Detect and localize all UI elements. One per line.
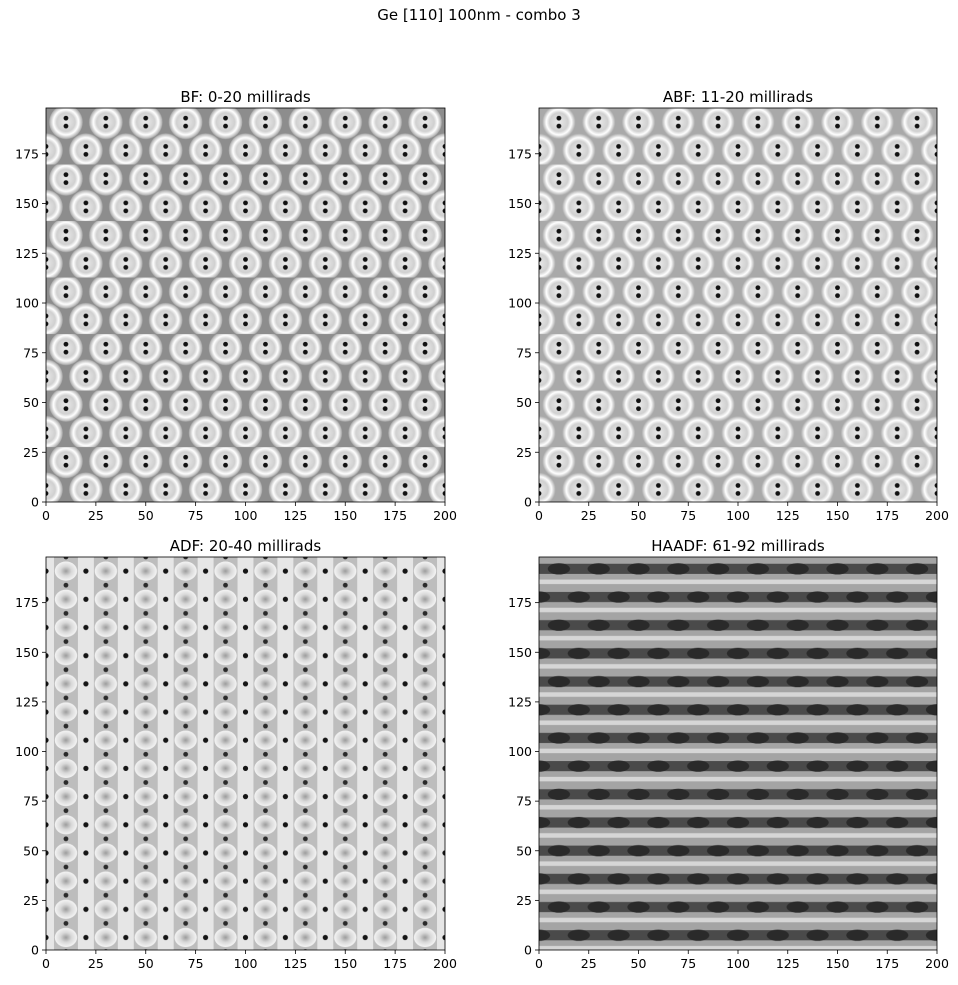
x-tick-label: 25 [87,956,104,971]
x-tick-label: 0 [42,956,50,971]
y-tick-label: 175 [508,595,532,611]
bf-heatmap-image [46,108,445,502]
y-tick-label: 175 [15,595,39,611]
x-tick-label: 200 [433,508,457,523]
x-tick-label: 150 [333,956,358,971]
x-tick-label: 175 [383,508,408,523]
y-tick-label: 125 [15,245,39,261]
x-tick-label: 50 [630,508,647,523]
y-tick-label: 150 [508,644,532,660]
abf-title: ABF: 11-20 millirads [662,88,814,106]
x-tick-label: 125 [775,956,800,971]
y-tick-label: 25 [23,892,39,908]
x-tick-label: 75 [187,956,204,971]
x-tick-label: 100 [233,508,258,523]
x-tick-label: 75 [680,956,697,971]
x-tick-label: 175 [875,508,900,523]
y-tick-label: 175 [508,146,532,162]
y-tick-label: 150 [508,196,532,212]
y-tick-label: 75 [516,345,532,361]
figure-suptitle: Ge [110] 100nm - combo 3 [377,6,581,24]
y-tick-label: 100 [15,744,39,760]
x-tick-label: 125 [283,956,308,971]
x-tick-label: 150 [333,508,358,523]
x-tick-label: 50 [137,956,154,971]
y-tick-label: 50 [516,843,532,859]
y-tick-label: 0 [524,494,532,510]
y-tick-label: 0 [524,942,532,958]
bf-panel [15,88,457,523]
y-tick-label: 25 [516,444,532,460]
y-tick-label: 150 [15,644,39,660]
x-tick-label: 75 [680,508,697,523]
x-tick-label: 200 [433,956,457,971]
x-tick-label: 25 [580,508,597,523]
y-tick-label: 150 [15,196,39,212]
y-tick-label: 50 [23,843,39,859]
y-tick-label: 25 [23,444,39,460]
y-tick-label: 125 [15,694,39,710]
x-tick-label: 175 [383,956,408,971]
y-tick-label: 100 [508,295,532,311]
y-tick-label: 100 [508,744,532,760]
y-tick-label: 75 [23,345,39,361]
x-tick-label: 125 [775,508,800,523]
y-tick-label: 75 [23,793,39,809]
y-tick-label: 50 [23,395,39,411]
y-tick-label: 25 [516,892,532,908]
adf-heatmap-image [46,557,445,950]
haadf-heatmap-image [539,557,937,950]
y-tick-label: 50 [516,395,532,411]
x-tick-label: 100 [726,956,750,971]
x-tick-label: 100 [726,508,750,523]
x-tick-label: 150 [825,956,850,971]
y-tick-label: 75 [516,793,532,809]
y-tick-label: 125 [508,245,532,261]
y-tick-label: 0 [31,494,39,510]
y-tick-label: 100 [15,295,39,311]
adf-title: ADF: 20-40 millirads [169,537,322,555]
x-tick-label: 0 [42,508,50,523]
x-tick-label: 200 [925,956,949,971]
y-tick-label: 125 [508,694,532,710]
y-tick-label: 175 [15,146,39,162]
x-tick-label: 50 [630,956,647,971]
x-tick-label: 0 [535,956,543,971]
y-tick-label: 0 [31,942,39,958]
haadf-title: HAADF: 61-92 millirads [651,537,825,555]
abf-heatmap-image [539,108,937,502]
x-tick-label: 175 [875,956,900,971]
x-tick-label: 100 [233,956,258,971]
x-tick-label: 25 [87,508,104,523]
x-tick-label: 25 [580,956,597,971]
x-tick-label: 0 [535,508,543,523]
x-tick-label: 150 [825,508,850,523]
x-tick-label: 125 [283,508,308,523]
haadf-panel [508,537,949,971]
x-tick-label: 75 [187,508,204,523]
abf-panel [508,88,949,523]
x-tick-label: 200 [925,508,949,523]
bf-title: BF: 0-20 millirads [180,88,311,106]
x-tick-label: 50 [137,508,154,523]
adf-panel [15,537,457,971]
